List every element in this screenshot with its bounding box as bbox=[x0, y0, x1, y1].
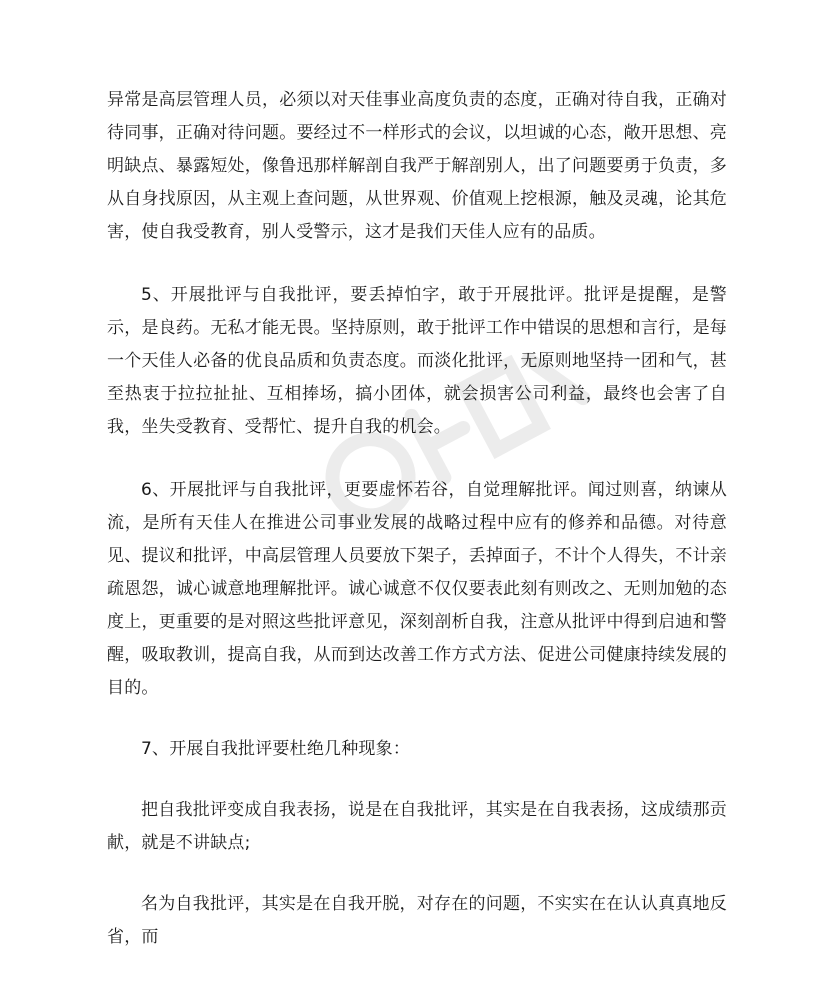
paragraph-point-5: 5、开展批评与自我批评，要丢掉怕字，敢于开展批评。批评是提醒，是警示，是良药。无私才能无畏。坚持原则，敢于批评工作中错误的思想和言行，是每一个天佳人必备的优良品质和负责态度。而淡化批评，无原则地坚持一团和气，甚至热衷于拉拉扯扯、互相捧场，搞小团体，就会损害公司利益，最终也会害了自我，坐失受教育、受帮忙、提升自我的机会。 bbox=[107, 285, 727, 437]
paragraph-phenomenon-1: 把自我批评变成自我表扬，说是在自我批评，其实是在自我表扬，这成绩那贡献，就是不讲缺点; bbox=[107, 800, 727, 853]
document-body bbox=[107, 84, 727, 954]
paragraph-point-6: 6、开展批评与自我批评，更要虚怀若谷，自觉理解批评。闻过则喜，纳谏从流，是所有天佳人在推进公司事业发展的战略过程中应有的修养和品德。对待意见、提议和批评，中高层管理人员要放下架子，丢掉面子，不计个人得失，不计亲疏恩怨，诚心诚意地理解批评。诚心诚意不仅仅要表此刻有则改之、无则加勉的态度上，更重要的是对照这些批评意见，深刻剖析自我，注意从批评中得到启迪和警醒，吸取教训，提高自我，从而到达改善工作方式方法、促进公司健康持续发展的目的。 bbox=[107, 480, 727, 698]
paragraph-continuation: 异常是高层管理人员，必须以对天佳事业高度负责的态度，正确对待自我，正确对待同事，正确对待问题。要经过不一样形式的会议，以坦诚的心态，敞开思想、亮明缺点、暴露短处，像鲁迅那样解剖自我严于解剖别人，出了问题要勇于负责，多从自身找原因，从主观上查问题，从世界观、价值观上挖根源，触及灵魂，论其危害，使自我受教育，别人受警示，这才是我们天佳人应有的品质。 bbox=[107, 90, 727, 242]
paragraph-point-7-heading: 7、开展自我批评要杜绝几种现象： bbox=[141, 739, 411, 759]
paragraph-phenomenon-2: 名为自我批评，其实是在自我开脱，对存在的问题，不实实在在认认真真地反省，而 bbox=[107, 894, 727, 947]
